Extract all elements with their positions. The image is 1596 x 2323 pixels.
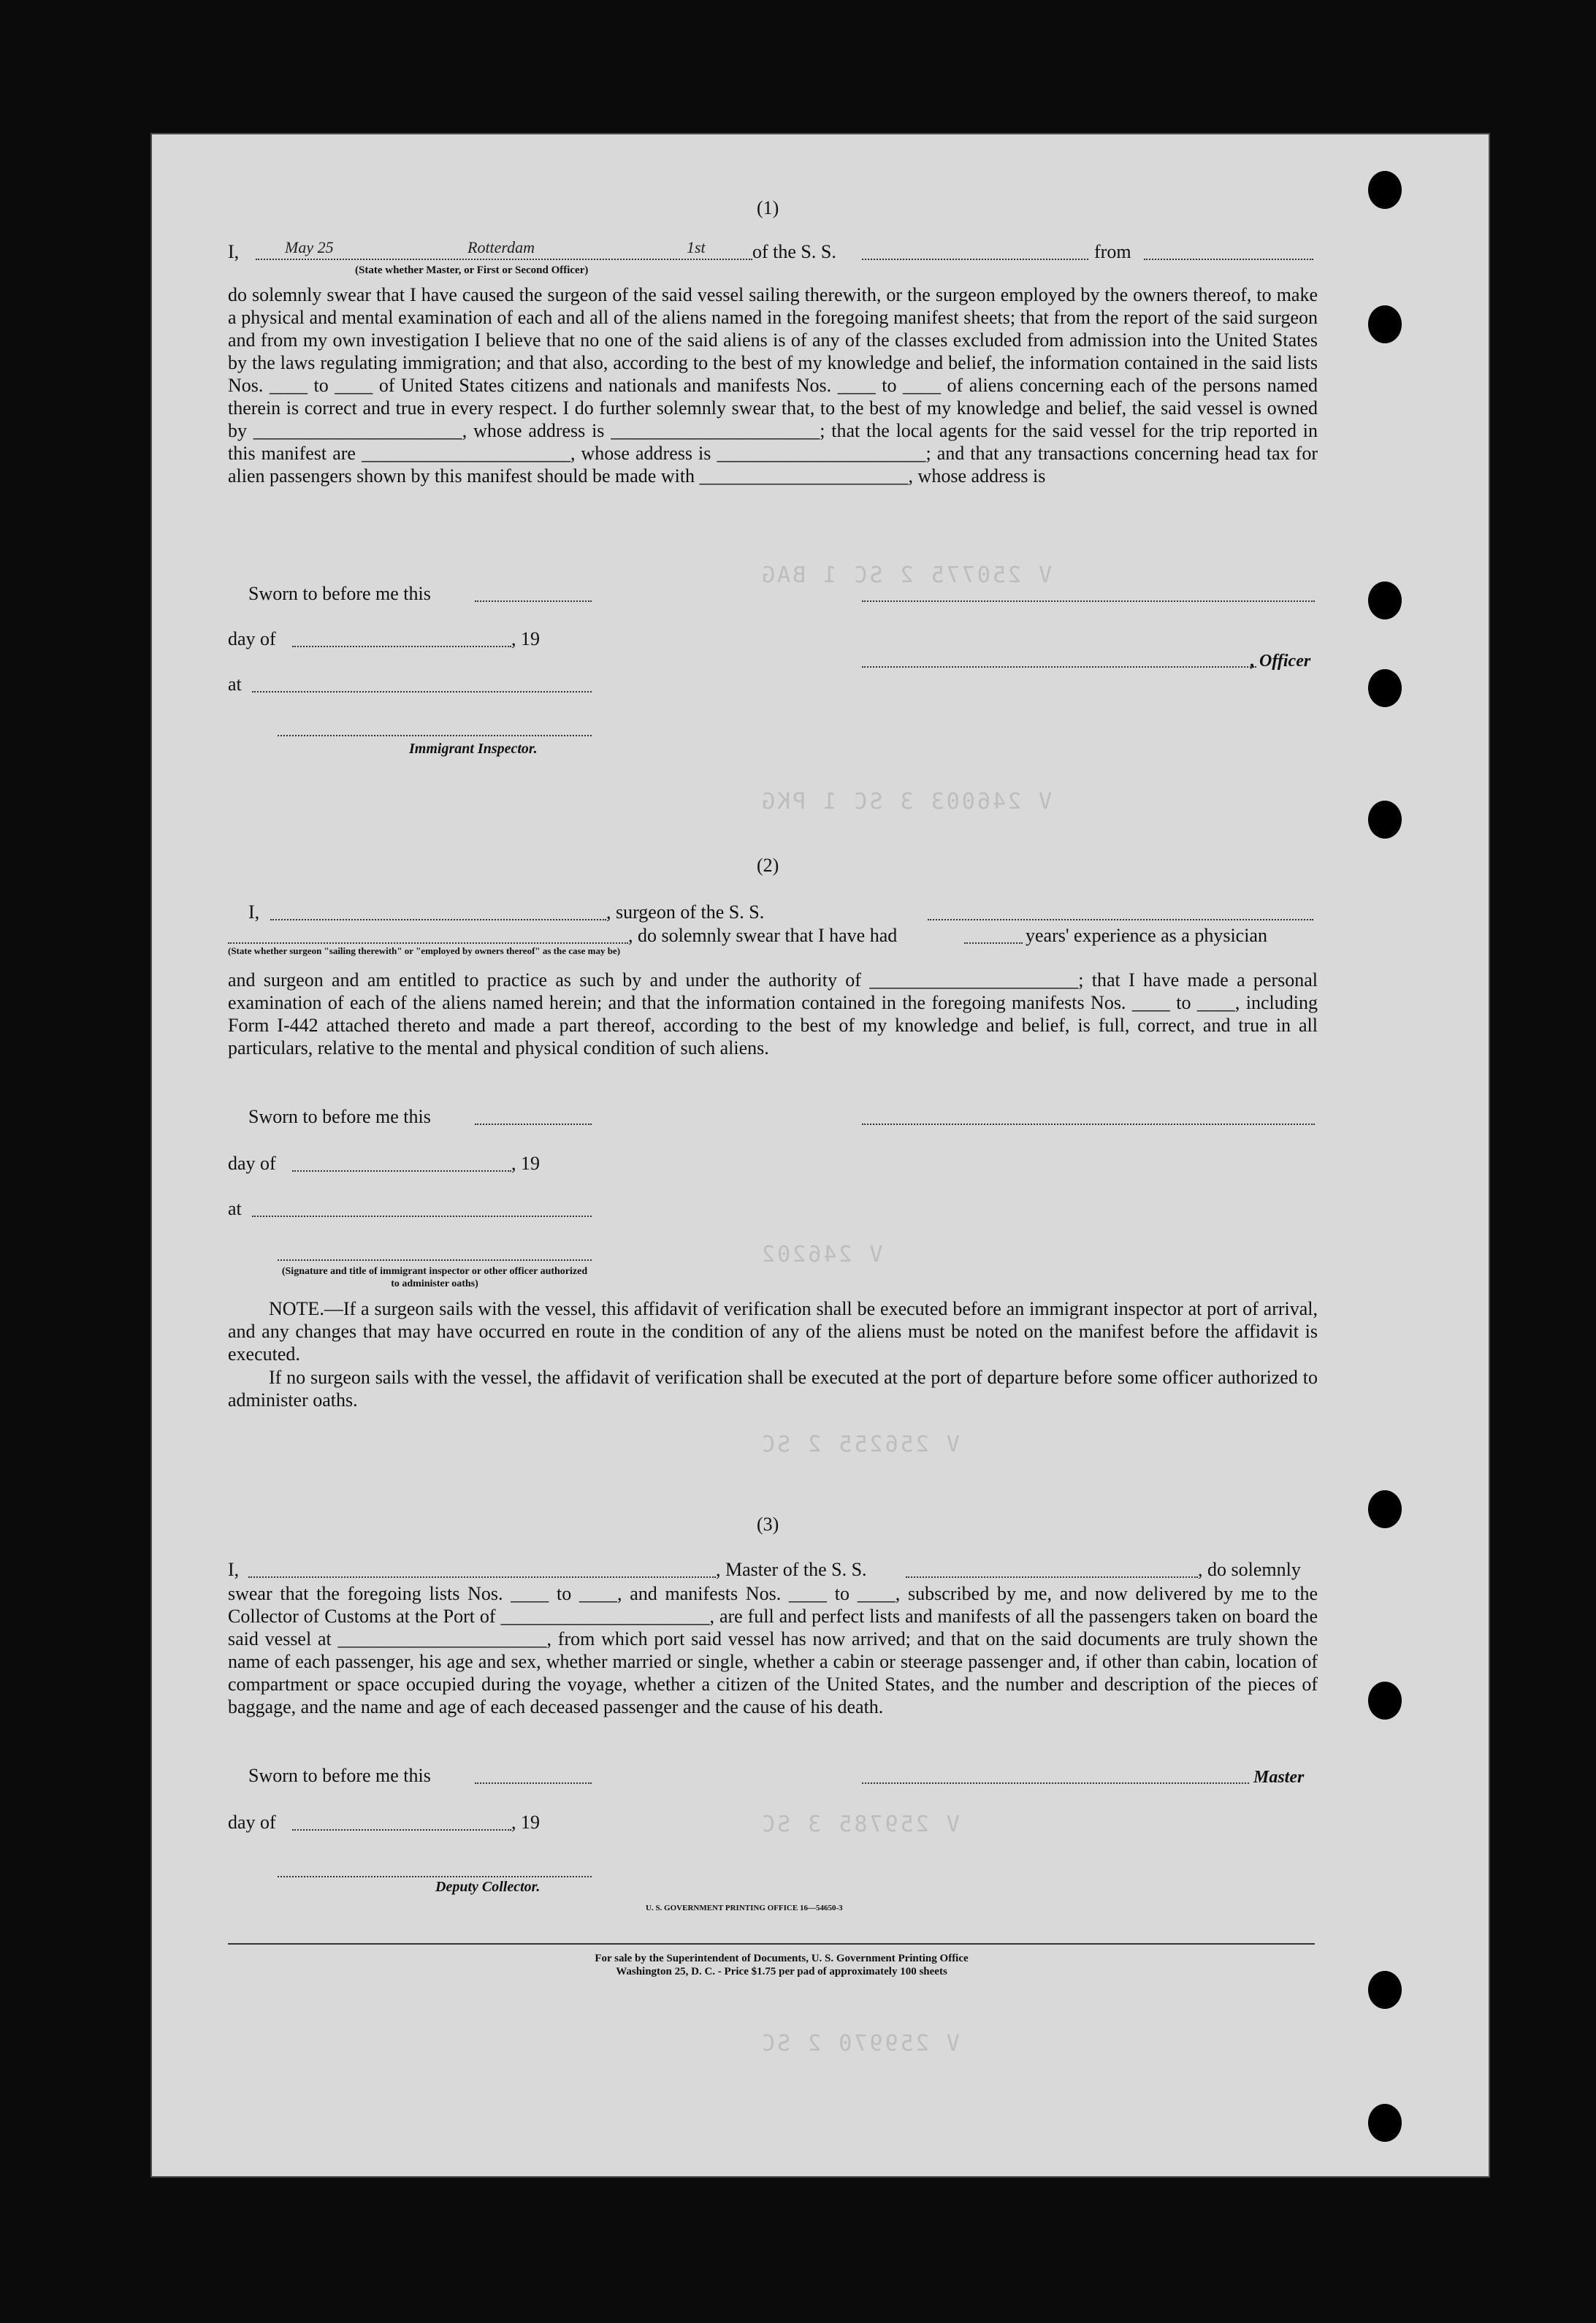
- section2-intro: I,: [248, 901, 260, 923]
- binder-hole: [1368, 669, 1402, 707]
- binder-hole: [1368, 801, 1402, 839]
- binder-hole: [1368, 171, 1402, 209]
- binder-hole: [1368, 305, 1402, 343]
- binder-hole: [1368, 1971, 1402, 2009]
- handwritten-date: May 25: [285, 238, 334, 256]
- sworn2-rule: [475, 1124, 592, 1125]
- from-label: from: [1094, 241, 1131, 262]
- sworn3-rule: [475, 1782, 592, 1784]
- day3-rule: [292, 1829, 511, 1831]
- section1-day-of: day of: [228, 628, 276, 649]
- officer-rule: [862, 666, 1256, 668]
- at2-rule: [252, 1216, 592, 1217]
- name-rule: [256, 259, 752, 260]
- section2-line2b: years' experience as a physician: [1026, 925, 1267, 946]
- section2-sworn: Sworn to before me this: [248, 1106, 431, 1127]
- section1-body: do solemnly swear that I have caused the surgeon of the said vessel sailing therewith, or the surgeon employed by the owners thereof, to make a physical and mental examination of each and all of the aliens named in the foregoing manifest sheets; that from the report of the said surgeon and from my own investigation I believe that no one of the said aliens is of any of the classes excluded from admission into the United States by the laws regulating immigration; and that also, according to the best of my knowledge and belief, the information contained in the said lists Nos. ____ to ____ of United States citizens and nationals and manifests Nos. ____ to ____ of aliens concerning each of the persons named therein is correct and true in every respect. I do further solemnly swear that, to the best of my knowledge and belief, the said vessel is owned by ______________________, whose address is ______________________; that the local agents for the said vessel for the trip reported in this manifest are ______________________, whose address is ______________________; and that any transactions concerning head tax for alien passengers shown by this manifest should be made with ______________________, whose address is: [228, 284, 1318, 487]
- officer-signature-rule: [862, 600, 1315, 602]
- gpo-imprint: U. S. GOVERNMENT PRINTING OFFICE 16—54650-3: [646, 1904, 843, 1912]
- section2-number: (2): [757, 855, 779, 876]
- section2-body: and surgeon and am entitled to practice as such by and under the authority of ______________________; that I have made a personal examination of each of the aliens named herein; and that the information contained in the foregoing manifests Nos. ____ to ____, including Form I-442 attached thereto and made a part thereof, according to the best of my knowledge and belief, is full, correct, and true in all particulars, relative to the mental and physical condition of such aliens.: [228, 969, 1318, 1058]
- section3-day-of: day of: [228, 1812, 276, 1833]
- section2-caption: (State whether surgeon "sailing therewith" or "employed by owners thereof" as the case may be): [228, 945, 621, 956]
- bleed-through: V 256255 2 SC: [760, 1432, 960, 1457]
- section1-intro: [228, 241, 239, 263]
- inspector-rule: [278, 735, 592, 736]
- surgeon-of-label: , surgeon of the S. S.: [606, 901, 765, 923]
- officer-label: , Officer: [1251, 652, 1311, 671]
- bleed-through: V 250775 2 SC 1 BAG: [760, 562, 1053, 588]
- bleed-through: V 259970 2 SC: [760, 2031, 960, 2056]
- master-of-label: , Master of the S. S.: [716, 1559, 867, 1580]
- surgeon-signature-rule: [862, 1124, 1315, 1125]
- inspector-label: Immigrant Inspector.: [409, 741, 538, 757]
- handwritten-port: Rotterdam: [467, 238, 535, 256]
- bleed-through: V 259785 3 SC: [760, 1812, 960, 1837]
- section2-line2a: , do solemnly swear that I have had: [628, 925, 898, 946]
- section3-number: (3): [757, 1514, 779, 1535]
- years-rule: [964, 942, 1023, 944]
- footer-rule: [228, 1943, 1315, 1945]
- section3-body: swear that the foregoing lists Nos. ____ to ____, and manifests Nos. ____ to ____, subscribed by me, and now delivered by me to the Collector of Customs at the Port of ______________________, are full and perfect lists and manifests of all the passengers taken on board the said vessel at ______________________, from which port said vessel has now arrived; and that on the said documents are truly shown the name of each passenger, his age and sex, whether married or single, whether a cabin or steerage passenger and, if other than cabin, location of compartment or space occupied during the voyage, whether a citizen of the United States, and the number and description of the pieces of baggage, and the name and age of each deceased passenger and the cause of his death.: [228, 1583, 1318, 1717]
- section2-sig-caption: (Signature and title of immigrant inspector or other officer authorized to administer oaths): [281, 1266, 588, 1289]
- bleed-through: V 246202: [760, 1242, 883, 1267]
- of-the-ss-label: of the S. S.: [752, 241, 836, 262]
- section2-year: , 19: [511, 1153, 540, 1174]
- section1-at: at: [228, 674, 242, 695]
- bleed-through: V 246003 3 SC 1 PKG: [760, 789, 1053, 815]
- section1-year: , 19: [511, 628, 540, 649]
- section2-at: at: [228, 1198, 242, 1219]
- section1-caption: (State whether Master, or First or Second Officer): [355, 264, 589, 276]
- binder-hole: [1368, 1490, 1402, 1528]
- at-rule: [252, 691, 592, 693]
- footer: [497, 1952, 1066, 1978]
- surgeon-ship-rule: [928, 919, 1313, 920]
- master-ship-rule: [906, 1576, 1198, 1578]
- master-signature-rule: [862, 1782, 1249, 1784]
- section3-sworn: Sworn to before me this: [248, 1765, 431, 1786]
- handwritten-rank: 1st: [687, 238, 706, 256]
- section3-solemnly: , do solemnly: [1198, 1559, 1301, 1580]
- intro-label: I,: [228, 241, 240, 262]
- master-label: Master: [1253, 1768, 1305, 1787]
- section3-intro: I,: [228, 1559, 240, 1580]
- section2-note1: NOTE.—If a surgeon sails with the vessel, this affidavit of verification shall be executed before an immigrant inspector at port of arrival, and any changes that may have occurred en route in the condition of any of the aliens must be noted on the manifest before the affidavit is executed.: [228, 1298, 1318, 1365]
- binder-hole: [1368, 1682, 1402, 1720]
- binder-hole: [1368, 2104, 1402, 2142]
- surgeon-status-rule: [228, 942, 628, 944]
- binder-hole: [1368, 581, 1402, 619]
- master-name-rule: [248, 1576, 716, 1578]
- day2-rule: [292, 1170, 511, 1172]
- collector-rule: [278, 1876, 592, 1877]
- footer-line2: Washington 25, D. C. - Price $1.75 per pad of approximately 100 sheets: [616, 1966, 947, 1977]
- section2-note2: If no surgeon sails with the vessel, the affidavit of verification shall be executed at the port of departure before some officer authorized to administer oaths.: [228, 1367, 1318, 1411]
- section1-sworn: Sworn to before me this: [248, 583, 431, 604]
- sig2-rule: [278, 1259, 592, 1261]
- footer-line1: For sale by the Superintendent of Documents, U. S. Government Printing Office: [595, 1953, 969, 1964]
- ship-rule: [862, 259, 1088, 260]
- section1-number: (1): [757, 197, 779, 218]
- day-rule: [292, 646, 511, 647]
- from-rule: [1144, 259, 1313, 260]
- sworn-rule: [475, 600, 592, 602]
- collector-label: Deputy Collector.: [435, 1879, 541, 1895]
- section3-year: , 19: [511, 1812, 540, 1833]
- surgeon-name-rule: [270, 919, 606, 920]
- section2-day-of: day of: [228, 1153, 276, 1174]
